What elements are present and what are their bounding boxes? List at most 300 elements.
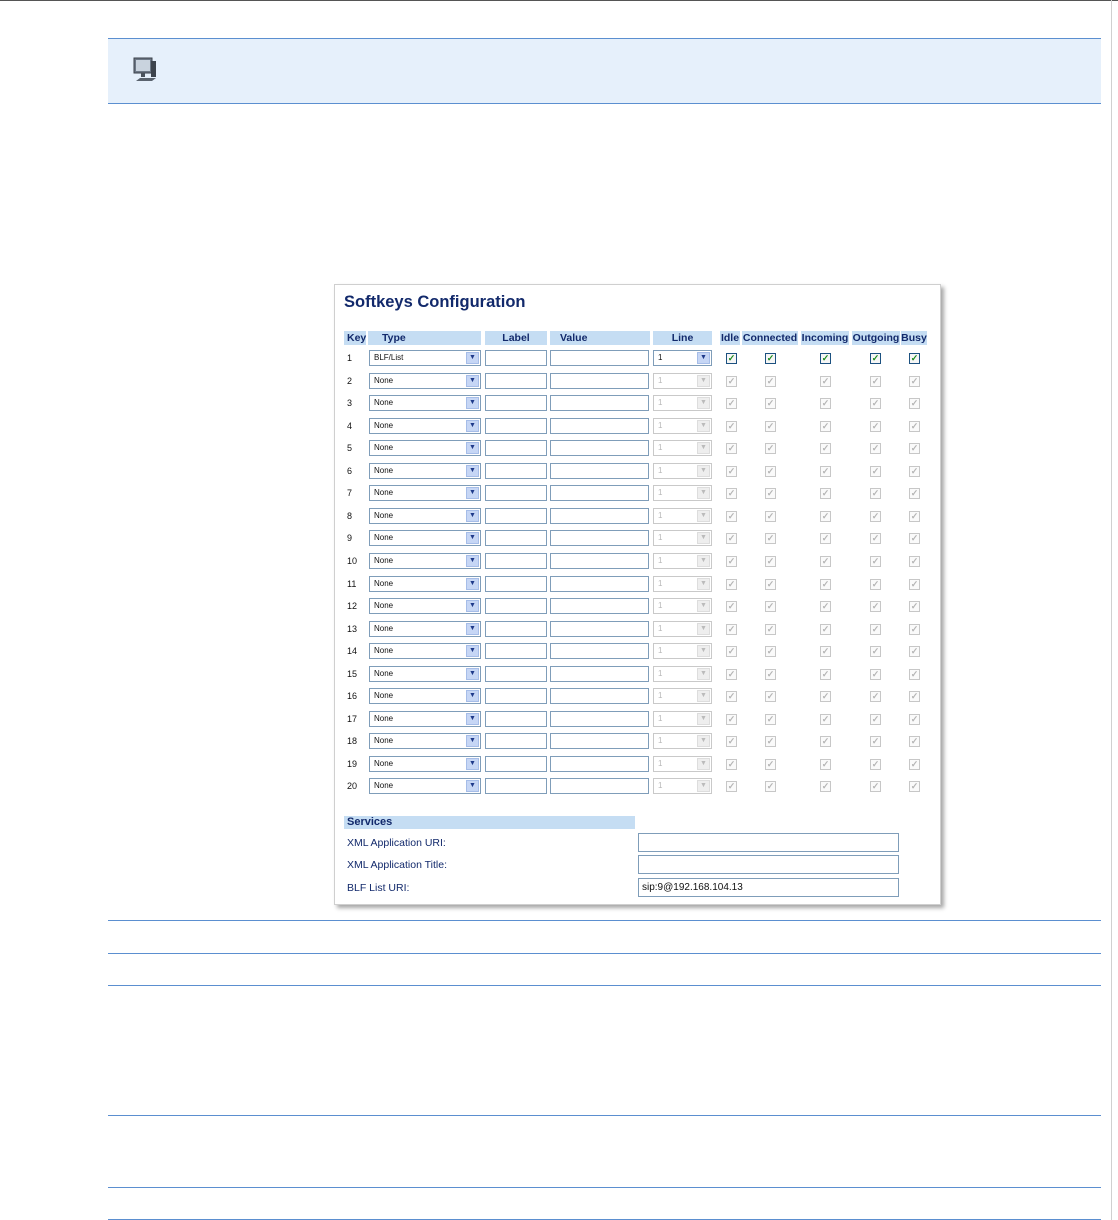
outgoing-checkbox: ✓	[871, 736, 880, 746]
type-select[interactable]	[369, 508, 481, 524]
line-select-value: 1	[658, 714, 663, 723]
xml-application-uri-label: XML Application URI:	[347, 837, 446, 849]
incoming-checkbox: ✓	[821, 601, 830, 611]
chevron-down-icon: ▼	[466, 352, 479, 364]
section-divider	[108, 1115, 1101, 1116]
value-input[interactable]	[550, 418, 649, 434]
type-select[interactable]	[369, 756, 481, 772]
line-select	[653, 485, 712, 501]
type-select[interactable]	[369, 463, 481, 479]
connected-checkbox: ✓	[766, 533, 775, 543]
incoming-checkbox: ✓	[821, 691, 830, 701]
connected-checkbox: ✓	[766, 714, 775, 724]
value-input[interactable]	[550, 440, 649, 456]
row-key-number: 11	[347, 579, 357, 589]
outgoing-checkbox: ✓	[871, 376, 880, 386]
value-input[interactable]	[550, 576, 649, 592]
line-select	[653, 530, 712, 546]
section-divider	[108, 920, 1101, 921]
section-divider	[108, 953, 1101, 954]
connected-checkbox[interactable]: ✓	[766, 353, 775, 363]
incoming-checkbox: ✓	[821, 646, 830, 656]
type-select[interactable]	[369, 485, 481, 501]
row-key-number: 15	[347, 669, 358, 679]
busy-checkbox: ✓	[910, 466, 919, 476]
chevron-down-icon: ▼	[697, 713, 710, 725]
value-input[interactable]	[550, 688, 649, 704]
outgoing-checkbox[interactable]: ✓	[871, 353, 880, 363]
computer-icon	[130, 55, 160, 85]
chevron-down-icon: ▼	[466, 397, 479, 409]
chevron-down-icon: ▼	[466, 532, 479, 544]
row-key-number: 5	[347, 443, 353, 453]
row-key-number: 18	[347, 736, 358, 746]
type-select[interactable]	[369, 530, 481, 546]
label-input[interactable]	[485, 756, 547, 772]
line-select	[653, 418, 712, 434]
value-input[interactable]	[550, 666, 649, 682]
line-select-value: 1	[658, 669, 663, 678]
connected-checkbox: ✓	[766, 781, 775, 791]
value-input[interactable]	[550, 485, 649, 501]
softkeys-configuration-panel	[334, 284, 941, 905]
row-key-number: 19	[347, 759, 358, 769]
idle-checkbox: ✓	[727, 736, 736, 746]
idle-checkbox: ✓	[727, 579, 736, 589]
col-header-idle: Idle	[720, 332, 740, 344]
line-select-value: 1	[658, 624, 663, 633]
label-input[interactable]	[485, 688, 547, 704]
row-key-number: 7	[347, 488, 353, 498]
chevron-down-icon: ▼	[466, 780, 479, 792]
value-input[interactable]	[550, 350, 649, 366]
busy-checkbox[interactable]: ✓	[910, 353, 919, 363]
outgoing-checkbox: ✓	[871, 466, 880, 476]
type-select[interactable]	[369, 666, 481, 682]
idle-checkbox: ✓	[727, 691, 736, 701]
label-input[interactable]	[485, 418, 547, 434]
chevron-down-icon: ▼	[466, 623, 479, 635]
connected-checkbox: ✓	[766, 669, 775, 679]
row-key-number: 13	[347, 624, 358, 634]
services-header: Services	[344, 816, 635, 829]
chevron-down-icon: ▼	[697, 442, 710, 454]
outgoing-checkbox: ✓	[871, 714, 880, 724]
row-key-number: 17	[347, 714, 358, 724]
type-select[interactable]	[369, 373, 481, 389]
connected-checkbox: ✓	[766, 488, 775, 498]
idle-checkbox[interactable]: ✓	[727, 353, 736, 363]
line-select	[653, 440, 712, 456]
chevron-down-icon: ▼	[697, 623, 710, 635]
type-select-value: None	[374, 398, 394, 407]
type-select-value: None	[374, 533, 394, 542]
value-input[interactable]	[550, 373, 649, 389]
type-select-value: None	[374, 624, 394, 633]
outgoing-checkbox: ✓	[871, 533, 880, 543]
col-header-busy: Busy	[901, 332, 927, 344]
type-select-value: None	[374, 714, 394, 723]
chevron-down-icon: ▼	[697, 532, 710, 544]
col-header-incoming: Incoming	[801, 332, 849, 344]
line-select-value: 1	[658, 421, 663, 430]
row-key-number: 12	[347, 601, 358, 611]
type-select-value: None	[374, 376, 394, 385]
idle-checkbox: ✓	[727, 533, 736, 543]
chevron-down-icon: ▼	[697, 758, 710, 770]
section-divider	[108, 1187, 1101, 1188]
type-select[interactable]	[369, 688, 481, 704]
label-input[interactable]	[485, 621, 547, 637]
busy-checkbox: ✓	[910, 533, 919, 543]
value-input[interactable]	[550, 643, 649, 659]
incoming-checkbox: ✓	[821, 714, 830, 724]
type-select-value: None	[374, 646, 394, 655]
col-header-line: Line	[653, 331, 712, 345]
incoming-checkbox: ✓	[821, 624, 830, 634]
row-key-number: 20	[347, 781, 358, 791]
outgoing-checkbox: ✓	[871, 691, 880, 701]
xml-application-title-label: XML Application Title:	[347, 859, 447, 871]
row-key-number: 4	[347, 421, 353, 431]
chevron-down-icon: ▼	[466, 690, 479, 702]
chevron-down-icon: ▼	[466, 487, 479, 499]
type-select[interactable]	[369, 576, 481, 592]
chevron-down-icon: ▼	[697, 352, 710, 364]
row-key-number: 8	[347, 511, 353, 521]
incoming-checkbox: ✓	[821, 421, 830, 431]
chevron-down-icon: ▼	[697, 690, 710, 702]
chevron-down-icon: ▼	[466, 442, 479, 454]
label-input[interactable]	[485, 711, 547, 727]
line-select	[653, 688, 712, 704]
line-select-value: 1	[658, 646, 663, 655]
connected-checkbox: ✓	[766, 579, 775, 589]
incoming-checkbox: ✓	[821, 736, 830, 746]
line-select-value: 1	[658, 376, 663, 385]
busy-checkbox: ✓	[910, 579, 919, 589]
row-key-number: 14	[347, 646, 358, 656]
line-select-value: 1	[658, 533, 663, 542]
chevron-down-icon: ▼	[466, 555, 479, 567]
line-select	[653, 576, 712, 592]
outgoing-checkbox: ✓	[871, 624, 880, 634]
col-header-connected: Connected	[742, 332, 798, 344]
type-select[interactable]	[369, 418, 481, 434]
incoming-checkbox: ✓	[821, 443, 830, 453]
type-select-value: None	[374, 691, 394, 700]
chevron-down-icon: ▼	[466, 758, 479, 770]
incoming-checkbox: ✓	[821, 759, 830, 769]
busy-checkbox: ✓	[910, 669, 919, 679]
type-select-value: None	[374, 421, 394, 430]
connected-checkbox: ✓	[766, 759, 775, 769]
chevron-down-icon: ▼	[697, 578, 710, 590]
chevron-down-icon: ▼	[466, 375, 479, 387]
line-select	[653, 666, 712, 682]
busy-checkbox: ✓	[910, 398, 919, 408]
type-select[interactable]	[369, 778, 481, 794]
chevron-down-icon: ▼	[697, 510, 710, 522]
type-select-value: None	[374, 488, 394, 497]
line-select-value: 1	[658, 601, 663, 610]
type-select-value: None	[374, 579, 394, 588]
chevron-down-icon: ▼	[466, 735, 479, 747]
connected-checkbox: ✓	[766, 736, 775, 746]
xml-application-uri-input[interactable]	[638, 833, 899, 852]
incoming-checkbox: ✓	[821, 511, 830, 521]
idle-checkbox: ✓	[727, 398, 736, 408]
line-select	[653, 643, 712, 659]
row-key-number: 2	[347, 376, 353, 386]
xml-application-title-input[interactable]	[638, 855, 899, 874]
incoming-checkbox: ✓	[821, 533, 830, 543]
idle-checkbox: ✓	[727, 443, 736, 453]
line-select-value: 1	[658, 353, 663, 362]
chevron-down-icon: ▼	[466, 510, 479, 522]
page-edge-divider	[1111, 0, 1112, 1220]
col-header-key: Key	[344, 331, 366, 345]
line-select-value: 1	[658, 736, 663, 745]
label-input[interactable]	[485, 643, 547, 659]
line-select-value: 1	[658, 556, 663, 565]
label-input[interactable]	[485, 778, 547, 794]
line-select-value: 1	[658, 579, 663, 588]
incoming-checkbox: ✓	[821, 781, 830, 791]
panel-title: Softkeys Configuration	[344, 293, 526, 311]
outgoing-checkbox: ✓	[871, 421, 880, 431]
idle-checkbox: ✓	[727, 376, 736, 386]
type-select[interactable]	[369, 350, 481, 366]
label-input[interactable]	[485, 576, 547, 592]
incoming-checkbox: ✓	[821, 466, 830, 476]
row-key-number: 3	[347, 398, 353, 408]
label-input[interactable]	[485, 666, 547, 682]
label-input[interactable]	[485, 598, 547, 614]
label-input[interactable]	[485, 395, 547, 411]
line-select[interactable]	[653, 350, 712, 366]
chevron-down-icon: ▼	[697, 465, 710, 477]
label-input[interactable]	[485, 440, 547, 456]
value-input[interactable]	[550, 395, 649, 411]
type-select-value: None	[374, 736, 394, 745]
line-select-value: 1	[658, 398, 663, 407]
incoming-checkbox[interactable]: ✓	[821, 353, 830, 363]
busy-checkbox: ✓	[910, 556, 919, 566]
connected-checkbox: ✓	[766, 691, 775, 701]
row-key-number: 16	[347, 691, 358, 701]
chevron-down-icon: ▼	[697, 780, 710, 792]
value-input[interactable]	[550, 530, 649, 546]
idle-checkbox: ✓	[727, 421, 736, 431]
connected-checkbox: ✓	[766, 398, 775, 408]
outgoing-checkbox: ✓	[871, 646, 880, 656]
busy-checkbox: ✓	[910, 646, 919, 656]
outgoing-checkbox: ✓	[871, 601, 880, 611]
chevron-down-icon: ▼	[697, 735, 710, 747]
incoming-checkbox: ✓	[821, 556, 830, 566]
incoming-checkbox: ✓	[821, 376, 830, 386]
connected-checkbox: ✓	[766, 601, 775, 611]
connected-checkbox: ✓	[766, 421, 775, 431]
outgoing-checkbox: ✓	[871, 398, 880, 408]
line-select-value: 1	[658, 443, 663, 452]
idle-checkbox: ✓	[727, 714, 736, 724]
section-divider	[108, 985, 1101, 986]
outgoing-checkbox: ✓	[871, 781, 880, 791]
busy-checkbox: ✓	[910, 624, 919, 634]
connected-checkbox: ✓	[766, 556, 775, 566]
line-select	[653, 463, 712, 479]
outgoing-checkbox: ✓	[871, 511, 880, 521]
incoming-checkbox: ✓	[821, 398, 830, 408]
idle-checkbox: ✓	[727, 781, 736, 791]
chevron-down-icon: ▼	[466, 465, 479, 477]
label-input[interactable]	[485, 463, 547, 479]
type-select[interactable]	[369, 711, 481, 727]
chevron-down-icon: ▼	[466, 668, 479, 680]
value-input[interactable]	[550, 553, 649, 569]
type-select[interactable]	[369, 553, 481, 569]
type-select[interactable]	[369, 598, 481, 614]
type-select-value: None	[374, 669, 394, 678]
idle-checkbox: ✓	[727, 669, 736, 679]
label-input[interactable]	[485, 553, 547, 569]
line-select	[653, 553, 712, 569]
type-select-value: None	[374, 466, 394, 475]
type-select-value: None	[374, 511, 394, 520]
chevron-down-icon: ▼	[697, 668, 710, 680]
busy-checkbox: ✓	[910, 781, 919, 791]
doc-header-band	[108, 38, 1101, 104]
busy-checkbox: ✓	[910, 714, 919, 724]
incoming-checkbox: ✓	[821, 579, 830, 589]
value-input[interactable]	[550, 598, 649, 614]
line-select	[653, 395, 712, 411]
blf-list-uri-label: BLF List URI:	[347, 882, 410, 894]
label-input[interactable]	[485, 508, 547, 524]
type-select[interactable]	[369, 395, 481, 411]
value-input[interactable]	[550, 778, 649, 794]
idle-checkbox: ✓	[727, 466, 736, 476]
chevron-down-icon: ▼	[466, 420, 479, 432]
line-select	[653, 778, 712, 794]
line-select-value: 1	[658, 781, 663, 790]
line-select-value: 1	[658, 691, 663, 700]
busy-checkbox: ✓	[910, 691, 919, 701]
chevron-down-icon: ▼	[697, 420, 710, 432]
incoming-checkbox: ✓	[821, 488, 830, 498]
value-input[interactable]	[550, 711, 649, 727]
row-key-number: 10	[347, 556, 358, 566]
row-key-number: 6	[347, 466, 353, 476]
row-key-number: 9	[347, 533, 353, 543]
value-input[interactable]	[550, 621, 649, 637]
chevron-down-icon: ▼	[466, 578, 479, 590]
col-header-outgoing: Outgoing	[852, 332, 900, 344]
chevron-down-icon: ▼	[466, 600, 479, 612]
line-select	[653, 621, 712, 637]
outgoing-checkbox: ✓	[871, 579, 880, 589]
line-select	[653, 756, 712, 772]
chevron-down-icon: ▼	[697, 487, 710, 499]
chevron-down-icon: ▼	[697, 555, 710, 567]
incoming-checkbox: ✓	[821, 669, 830, 679]
type-select[interactable]	[369, 733, 481, 749]
label-input[interactable]	[485, 485, 547, 501]
chevron-down-icon: ▼	[466, 713, 479, 725]
chevron-down-icon: ▼	[697, 397, 710, 409]
busy-checkbox: ✓	[910, 421, 919, 431]
label-input[interactable]	[485, 733, 547, 749]
type-select-value: BLF/List	[374, 353, 404, 362]
outgoing-checkbox: ✓	[871, 556, 880, 566]
col-header-type: Type	[368, 331, 481, 345]
value-input[interactable]	[550, 756, 649, 772]
type-select-value: None	[374, 781, 394, 790]
busy-checkbox: ✓	[910, 488, 919, 498]
col-header-value: Value	[550, 331, 650, 345]
type-select-value: None	[374, 556, 394, 565]
busy-checkbox: ✓	[910, 511, 919, 521]
col-header-label: Label	[485, 331, 547, 345]
value-input[interactable]	[550, 463, 649, 479]
label-input[interactable]	[485, 373, 547, 389]
chevron-down-icon: ▼	[697, 645, 710, 657]
line-select	[653, 508, 712, 524]
chevron-down-icon: ▼	[697, 600, 710, 612]
line-select-value: 1	[658, 511, 663, 520]
idle-checkbox: ✓	[727, 488, 736, 498]
blf-list-uri-input[interactable]: sip:9@192.168.104.13	[638, 878, 899, 897]
connected-checkbox: ✓	[766, 466, 775, 476]
type-select-value: None	[374, 443, 394, 452]
outgoing-checkbox: ✓	[871, 669, 880, 679]
top-divider	[0, 0, 1118, 1]
idle-checkbox: ✓	[727, 646, 736, 656]
row-key-number: 1	[347, 353, 353, 363]
label-input[interactable]	[485, 530, 547, 546]
chevron-down-icon: ▼	[466, 645, 479, 657]
value-input[interactable]	[550, 508, 649, 524]
idle-checkbox: ✓	[727, 624, 736, 634]
line-select-value: 1	[658, 466, 663, 475]
type-select[interactable]	[369, 621, 481, 637]
line-select-value: 1	[658, 488, 663, 497]
line-select	[653, 373, 712, 389]
type-select[interactable]	[369, 643, 481, 659]
connected-checkbox: ✓	[766, 624, 775, 634]
connected-checkbox: ✓	[766, 376, 775, 386]
chevron-down-icon: ▼	[697, 375, 710, 387]
connected-checkbox: ✓	[766, 511, 775, 521]
idle-checkbox: ✓	[727, 759, 736, 769]
line-select	[653, 598, 712, 614]
connected-checkbox: ✓	[766, 443, 775, 453]
type-select-value: None	[374, 601, 394, 610]
type-select[interactable]	[369, 440, 481, 456]
busy-checkbox: ✓	[910, 736, 919, 746]
busy-checkbox: ✓	[910, 601, 919, 611]
connected-checkbox: ✓	[766, 646, 775, 656]
outgoing-checkbox: ✓	[871, 488, 880, 498]
label-input[interactable]	[485, 350, 547, 366]
value-input[interactable]	[550, 733, 649, 749]
idle-checkbox: ✓	[727, 556, 736, 566]
outgoing-checkbox: ✓	[871, 759, 880, 769]
idle-checkbox: ✓	[727, 511, 736, 521]
busy-checkbox: ✓	[910, 376, 919, 386]
